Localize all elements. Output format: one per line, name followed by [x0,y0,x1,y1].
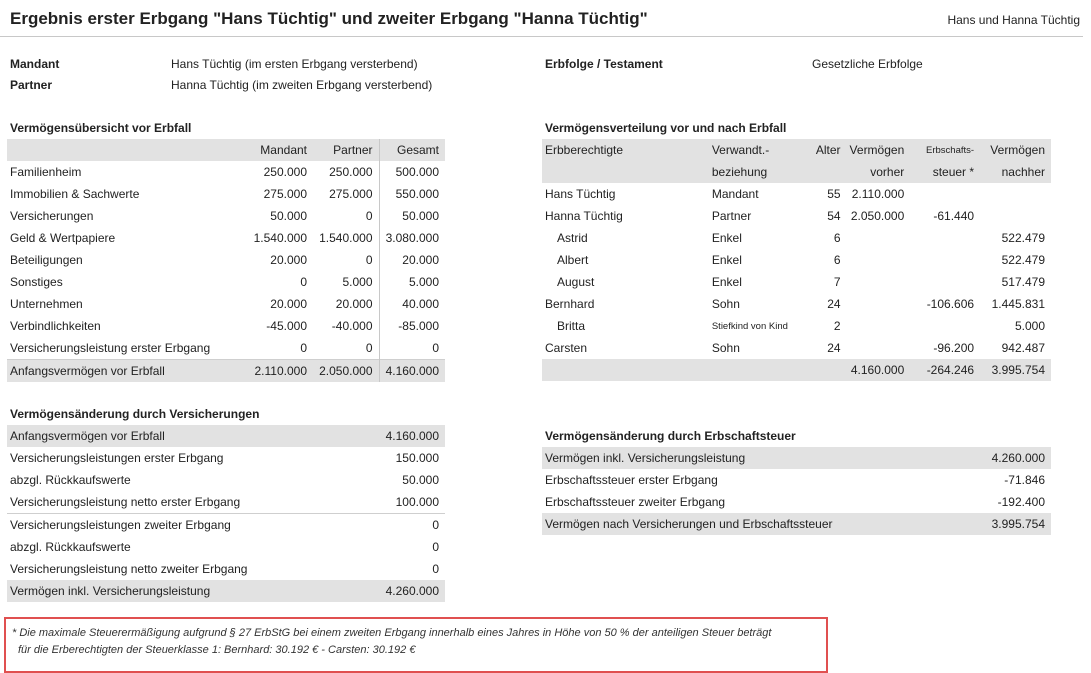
insurance-value: 50.000 [402,473,439,487]
insurance-value: 0 [432,562,439,576]
heir-age: 24 [827,341,841,355]
tax-title: Vermögensänderung durch Erbschaftsteuer [545,429,796,443]
header-vorher-1: Vermögen [849,143,905,157]
insurance-label: abzgl. Rückkaufswerte [10,540,131,554]
total-vorher: 4.160.000 [850,363,905,377]
heir-assets-after: 517.479 [1001,275,1045,289]
heir-assets-before [847,337,911,359]
heir-tax [910,249,980,271]
overview-table [7,139,445,382]
total-label: Anfangsvermögen vor Erbfall [7,360,247,383]
row-mandant: -45.000 [266,319,307,333]
heir-name: Astrid [557,231,588,245]
row-mandant: 20.000 [270,297,307,311]
row-gesamt: 20.000 [402,253,439,267]
header-mandant: Mandant [260,143,307,157]
insurance-label: abzgl. Rückkaufswerte [10,473,131,487]
row-partner: 0 [313,249,379,271]
heir-age: 6 [833,231,841,245]
overview-row [7,337,445,360]
header-gesamt: Gesamt [396,143,439,157]
header-verwandt-2: beziehung [711,165,768,179]
row-partner: 250.000 [313,161,379,183]
insurance-row [7,469,445,491]
insurance-value: 100.000 [395,495,439,509]
partner-label: Partner [10,78,53,92]
distribution-header-row-2 [542,161,1051,183]
heir-assets-before [847,315,911,337]
heir-assets-after: 522.479 [1001,231,1045,245]
heir-assets-after [980,205,1051,227]
tax-value: -71.846 [1004,473,1045,487]
heir-tax [910,227,980,249]
heir-relation: Sohn [711,341,740,355]
row-partner: 275.000 [313,183,379,205]
header-erbberechtigte: Erbberechtigte [545,143,624,157]
row-mandant: 0 [300,275,307,289]
heir-tax: -61.440 [933,209,975,223]
row-partner: 1.540.000 [313,227,379,249]
insurance-label: Anfangsvermögen vor Erbfall [10,429,165,443]
mandant-label: Mandant [10,57,60,71]
footnote-line-1: * Die maximale Steuerermäßigung aufgrund § 27 ErbStG bei einem zweiten Erbgang innerhalb eines Jahres in Höhe von 50 % der anteiligen Steuer beträgt [12,627,772,639]
header-nachher-2: nachher [1001,165,1045,179]
heir-tax: -96.200 [933,341,975,355]
overview-row [7,293,445,315]
total-mandant: 2.110.000 [247,360,313,383]
row-partner: 0 [313,205,379,227]
total-nachher: 3.995.754 [991,363,1045,377]
insurance-row [7,580,445,602]
overview-row [7,271,445,293]
row-gesamt: 40.000 [402,297,439,311]
row-mandant: 20.000 [270,253,307,267]
distribution-row [542,227,1051,249]
total-steuer: -264.246 [926,363,975,377]
page-title: Ergebnis erster Erbgang "Hans Tüchtig" und zweiter Erbgang "Hanna Tüchtig" [10,9,648,28]
heir-assets-after: 942.487 [1001,341,1045,355]
row-label: Unternehmen [10,297,83,311]
heir-assets-before [847,227,911,249]
heir-age: 2 [833,319,841,333]
row-gesamt: 550.000 [395,187,439,201]
overview-row [7,315,445,337]
heir-assets-before [847,249,911,271]
row-gesamt: 3.080.000 [385,231,439,245]
tax-value: 3.995.754 [991,517,1045,531]
insurance-title: Vermögensänderung durch Versicherungen [10,407,260,421]
erbfolge-label: Erbfolge / Testament [545,57,663,71]
insurance-row [7,536,445,558]
title-divider [0,36,1083,37]
heir-name: Albert [557,253,589,267]
row-gesamt: -85.000 [398,319,439,333]
heir-relation: Stiefkind von Kind [711,320,788,332]
partner-value: Hanna Tüchtig (im zweiten Erbgang versterbend) [171,78,433,92]
overview-row [7,183,445,205]
row-gesamt: 50.000 [402,209,439,223]
heir-relation: Enkel [711,253,742,267]
header-alter: Alter [815,143,841,157]
heir-tax [910,271,980,293]
row-label: Immobilien & Sachwerte [10,187,140,201]
heir-tax [910,315,980,337]
tax-table [542,447,1051,535]
distribution-table [542,139,1051,381]
insurance-value: 4.160.000 [385,429,439,443]
overview-row [7,205,445,227]
total-gesamt: 4.160.000 [379,360,445,383]
insurance-label: Versicherungsleistungen zweiter Erbgang [7,514,347,537]
heir-assets-before [847,271,911,293]
heir-tax: -106.606 [926,297,975,311]
insurance-label: Vermögen inkl. Versicherungsleistung [10,584,211,598]
insurance-value: 4.260.000 [385,584,439,598]
heir-assets-after [980,183,1051,205]
overview-row [7,227,445,249]
heir-assets-after: 1.445.831 [991,297,1045,311]
row-label: Familienheim [10,165,82,179]
row-mandant: 0 [300,341,307,355]
row-gesamt: 0 [432,341,439,355]
row-mandant: 50.000 [270,209,307,223]
insurance-value: 0 [347,514,445,537]
insurance-row [7,425,445,447]
heir-name: Hans Tüchtig [545,187,616,201]
heir-relation: Sohn [711,297,740,311]
heir-relation: Mandant [711,187,759,201]
heir-assets-after: 522.479 [1001,253,1045,267]
heir-name: Bernhard [545,297,595,311]
row-label: Versicherungen [10,209,94,223]
tax-label: Erbschaftssteuer erster Erbgang [545,473,718,487]
header-nachher-1: Vermögen [990,143,1045,157]
row-label: Sonstiges [10,275,63,289]
erbfolge-value: Gesetzliche Erbfolge [812,57,923,71]
heir-relation: Enkel [711,231,742,245]
heir-relation: Partner [711,209,752,223]
insurance-row [7,558,445,580]
row-gesamt: 500.000 [395,165,439,179]
heir-age: 7 [833,275,841,289]
tax-value: -192.400 [997,495,1045,509]
row-mandant: 1.540.000 [253,231,307,245]
heir-age: 6 [833,253,841,267]
distribution-row [542,293,1051,315]
client-name: Hans und Hanna Tüchtig [947,13,1080,27]
insurance-row [7,447,445,469]
heir-assets-before [847,293,911,315]
distribution-row [542,205,1051,227]
total-partner: 2.050.000 [313,360,379,383]
header-steuer-1: Erbschafts- [926,144,975,156]
distribution-title: Vermögensverteilung vor und nach Erbfall [545,121,787,135]
tax-label: Vermögen nach Versicherungen und Erbschaftssteuer [545,517,833,531]
heir-name: Hanna Tüchtig [545,209,623,223]
tax-row [542,469,1051,491]
tax-row [542,513,1051,535]
overview-header-row [7,139,445,161]
mandant-value: Hans Tüchtig (im ersten Erbgang versterbend) [171,57,418,71]
heir-age: 54 [827,209,841,223]
row-mandant: 250.000 [263,165,307,179]
distribution-row [542,249,1051,271]
insurance-value: 0 [432,540,439,554]
overview-row [7,249,445,271]
tax-row [542,447,1051,469]
row-partner: 0 [313,337,379,360]
heir-name: Britta [557,319,586,333]
heir-name: Carsten [545,341,588,355]
overview-title: Vermögensübersicht vor Erbfall [10,121,192,135]
row-partner: -40.000 [313,315,379,337]
distribution-row [542,337,1051,359]
heir-assets-after: 5.000 [1014,319,1045,333]
row-label: Beteiligungen [10,253,83,267]
footnote-line-2: für die Erberechtigten der Steuerklasse 1: Bernhard: 30.192 € - Carsten: 30.192 € [18,644,416,656]
heir-assets-before: 2.050.000 [850,209,905,223]
row-label: Versicherungsleistung erster Erbgang [10,341,211,355]
heir-relation: Enkel [711,275,742,289]
row-label: Verbindlichkeiten [10,319,101,333]
heir-age: 55 [827,187,841,201]
distribution-row [542,315,1051,337]
header-partner: Partner [313,139,379,161]
overview-row [7,161,445,183]
header-vorher-2: vorher [870,165,905,179]
heir-name: August [557,275,595,289]
header-steuer-2: steuer * [932,165,975,179]
heir-assets-before: 2.110.000 [851,187,905,201]
insurance-label: Versicherungsleistung netto zweiter Erbgang [10,562,248,576]
insurance-table [7,425,445,602]
row-mandant: 275.000 [263,187,307,201]
insurance-row [7,514,445,537]
distribution-header-row-1 [542,139,1051,161]
row-label: Geld & Wertpapiere [10,231,116,245]
insurance-label: Versicherungsleistung netto erster Erbgang [10,495,241,509]
insurance-value: 150.000 [395,451,439,465]
insurance-row [7,491,445,514]
footnote-box [4,617,828,673]
distribution-row [542,271,1051,293]
insurance-label: Versicherungsleistungen erster Erbgang [10,451,224,465]
distribution-row [542,183,1051,205]
tax-value: 4.260.000 [991,451,1045,465]
heir-tax [910,183,980,205]
header-verwandt-1: Verwandt.- [711,143,770,157]
row-partner: 5.000 [313,271,379,293]
row-partner: 20.000 [313,293,379,315]
tax-label: Vermögen inkl. Versicherungsleistung [545,451,746,465]
tax-row [542,491,1051,513]
overview-total-row [7,360,445,383]
heir-age: 24 [827,297,841,311]
distribution-total-row [542,359,1051,381]
row-gesamt: 5.000 [408,275,439,289]
tax-label: Erbschaftssteuer zweiter Erbgang [545,495,726,509]
